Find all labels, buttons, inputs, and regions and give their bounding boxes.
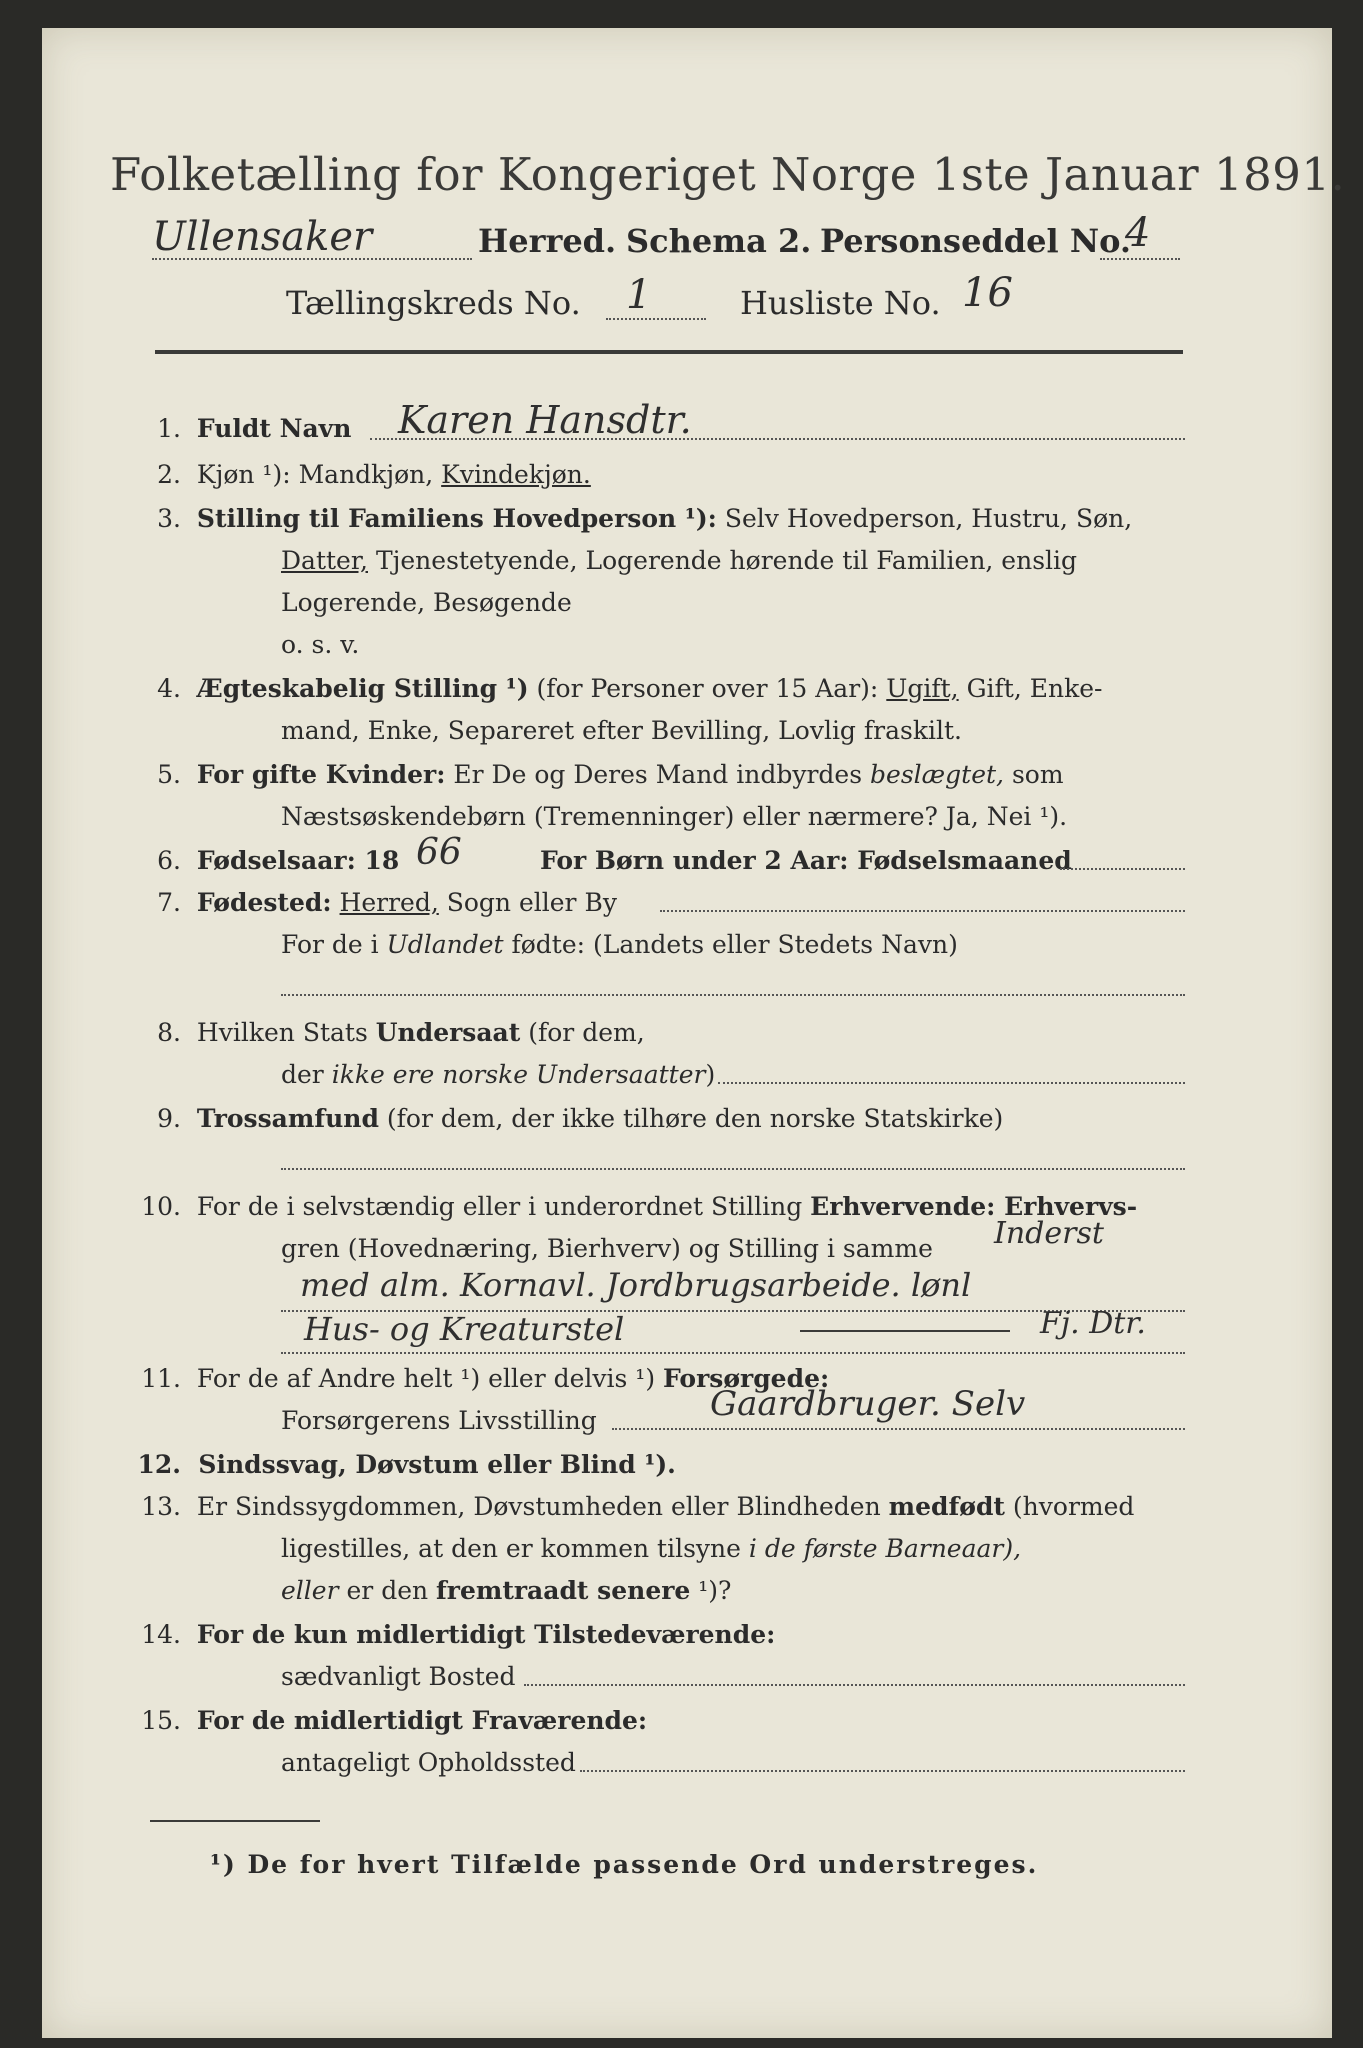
herred-value: Ullensaker xyxy=(152,214,373,260)
provider-value: Gaardbruger. Selv xyxy=(710,1384,1026,1424)
gender-selected: Kvindekjøn. xyxy=(441,460,591,489)
schema-label: Schema 2. xyxy=(626,222,812,260)
footnote: ¹) De for hvert Tilfælde passende Ord understreges. xyxy=(210,1850,1039,1879)
relation-selected: Datter, xyxy=(281,546,368,575)
marital-selected: Ugift, xyxy=(886,674,959,703)
occupation-note: Fj. Dtr. xyxy=(1040,1306,1146,1341)
personseddel-value: 4 xyxy=(1125,210,1151,256)
kreds-label: Tællingskreds No. xyxy=(286,284,581,322)
husliste-label: Husliste No. xyxy=(740,284,941,322)
occupation-line3: Hus- og Kreaturstel xyxy=(304,1310,625,1348)
form-title: Folketælling for Kongeriget Norge 1ste Januar 1891. xyxy=(110,148,1346,201)
birth-year-value: 66 xyxy=(416,832,462,873)
husliste-value: 16 xyxy=(962,270,1013,316)
footnote-rule xyxy=(150,1820,320,1822)
occupation-line2: med alm. Kornavl. Jordbrugsarbeide. lønl xyxy=(300,1266,972,1304)
header-rule xyxy=(155,350,1183,354)
occupation-line1: Inderst xyxy=(994,1216,1104,1251)
name-value: Karen Hansdtr. xyxy=(398,398,692,442)
personseddel-label: Personseddel No. xyxy=(820,222,1131,260)
herred-label: Herred. xyxy=(478,222,617,260)
kreds-value: 1 xyxy=(626,272,652,318)
